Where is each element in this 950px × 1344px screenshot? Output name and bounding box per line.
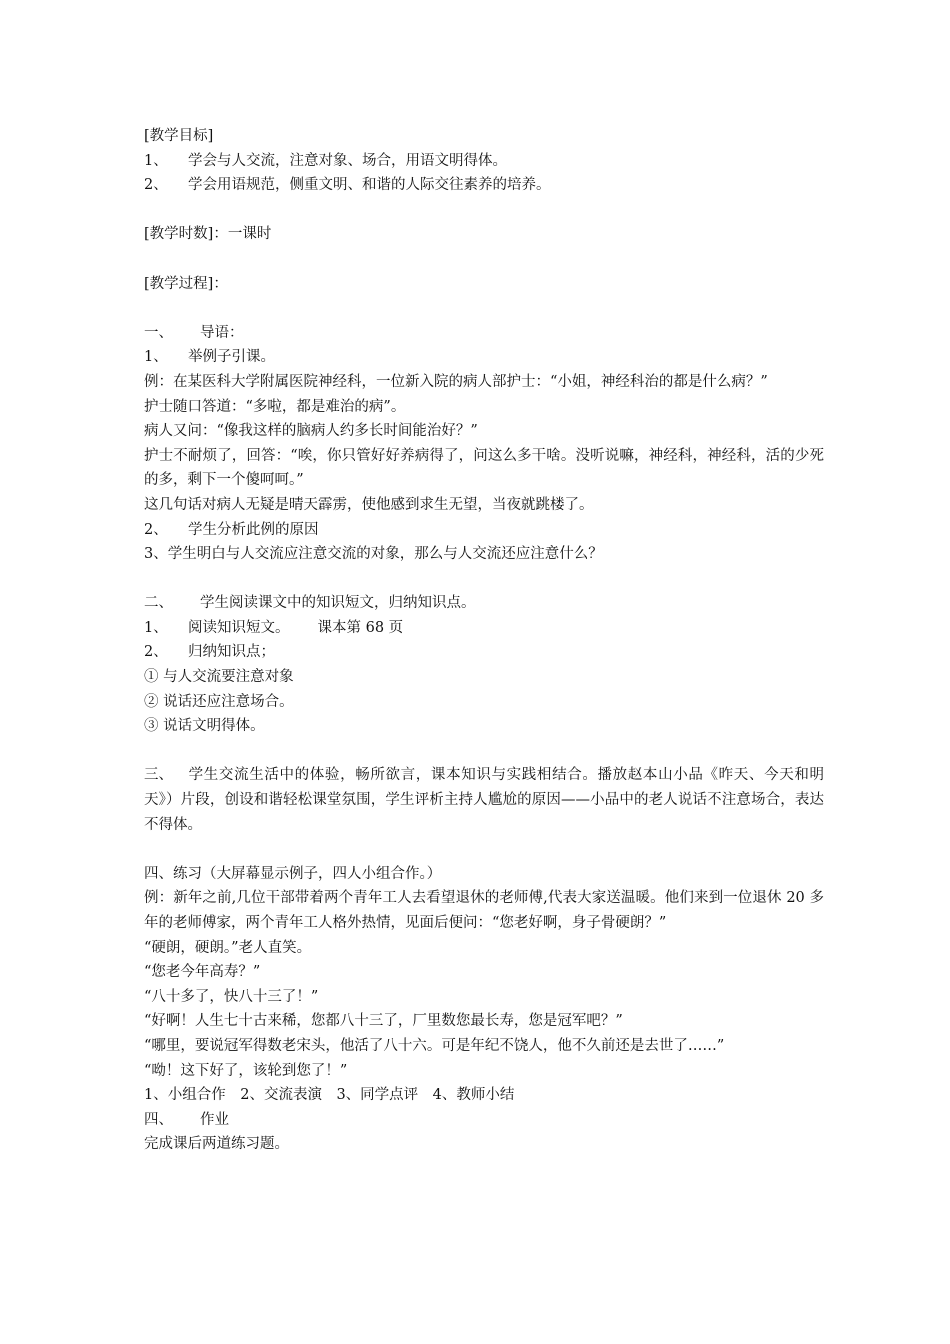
example-paragraph: 护士不耐烦了，回答：“唉，你只管好好养病得了，问这么多干啥。没听说嘛，神经科，神经科，活的少死的多，剩下一个傻呵呵。”: [144, 447, 824, 489]
spacer: [144, 739, 824, 764]
lesson-plan-document: [144, 124, 824, 1157]
step-text: 举例子引课。: [188, 349, 275, 366]
section-text: 学生交流生活中的体验，畅所欲言，课本知识与实践相结合。播放赵本山小品《昨天、今天和明天》）片段，创设和谐轻松课堂氛围，学生评析主持人尴尬的原因——小品中的老人说话不注意场合，表达不得体。: [144, 767, 824, 833]
section-2-heading: [144, 591, 824, 616]
homework-heading: [144, 1108, 824, 1133]
dialog-line: “哪里，要说冠军得数老宋头，他活了八十六。可是年纪不饶人，他不久前还是去世了……”: [144, 1037, 725, 1054]
step-text: 归纳知识点；: [188, 644, 275, 661]
step-number: 1、: [144, 349, 168, 366]
knowledge-point: ② 说话还应注意场合。: [144, 693, 294, 710]
step-number: 2、: [144, 644, 168, 661]
spacer: [144, 567, 824, 592]
section-2-step: [144, 640, 824, 665]
step-number: 2、: [144, 521, 168, 538]
spacer: [144, 247, 824, 272]
section-number: 一、: [144, 324, 173, 341]
example-paragraph: 病人又问：“像我这样的脑病人约多长时间能治好？”: [144, 423, 478, 440]
textbook-reference: 课本第 68 页: [317, 619, 404, 636]
section-number: 四、: [144, 1111, 173, 1128]
objective-number: 1、: [144, 152, 168, 169]
section-3-paragraph: [144, 763, 824, 837]
dialog-line: “呦！这下好了，该轮到您了！”: [144, 1062, 348, 1079]
spacer: [144, 296, 824, 321]
step-number: 1、: [144, 619, 168, 636]
section-1-step: 3、学生明白与人交流应注意交流的对象，那么与人交流还应注意什么？: [144, 546, 603, 563]
step-text: 学生分析此例的原因: [188, 521, 319, 538]
example-paragraph: 护士随口答道：“多啦，都是难治的病”。: [144, 398, 406, 415]
section-title: 导语：: [200, 324, 244, 341]
example-paragraph: 这几句话对病人无疑是晴天霹雳，使他感到求生无望，当夜就跳楼了。: [144, 496, 594, 513]
section-1-step: [144, 345, 824, 370]
homework-text: 完成课后两道练习题。: [144, 1136, 289, 1153]
section-2-step: [144, 616, 824, 641]
spacer: [144, 837, 824, 862]
section-number: 二、: [144, 595, 173, 612]
section-number: 三、: [144, 767, 173, 784]
example-paragraph: 例：在某医科大学附属医院神经科，一位新入院的病人部护士：“小姐，神经科治的都是什么病？”: [144, 373, 768, 390]
objective-item: [144, 173, 824, 198]
process-heading: [教学过程]：: [144, 275, 228, 292]
objective-number: 2、: [144, 177, 168, 194]
dialog-line: “好啊！人生七十古来稀，您都八十三了，厂里数您最长寿，您是冠军吧？”: [144, 1013, 623, 1030]
step-text: 阅读知识短文。: [188, 619, 290, 636]
spacer: [144, 198, 824, 223]
exercise-example: 例：新年之前,几位干部带着两个青年工人去看望退休的老师傅,代表大家送温暖。他们来到一位退休 20 多年的老师傅家，两个青年工人格外热情，见面后便问：“您老好啊，身子骨硬朗？”: [144, 890, 824, 931]
objective-text: 学会用语规范，侧重文明、和谐的人际交往素养的培养。: [188, 177, 551, 194]
objectives-heading: [教学目标]: [144, 128, 214, 144]
knowledge-point: ③ 说话文明得体。: [144, 718, 265, 735]
dialog-line: “八十多了，快八十三了！”: [144, 988, 319, 1005]
teaching-hours: [教学时数]：一课时: [144, 226, 272, 243]
section-1-step: [144, 518, 824, 543]
exercise-steps: 1、小组合作 2、交流表演 3、同学点评 4、教师小结: [144, 1087, 515, 1104]
section-1-heading: [144, 321, 824, 346]
section-title: 作业: [200, 1111, 229, 1128]
dialog-line: “硬朗，硬朗。”老人直笑。: [144, 939, 312, 956]
dialog-line: “您老今年高寿？”: [144, 964, 261, 981]
objective-item: [144, 149, 824, 174]
knowledge-point: ① 与人交流要注意对象: [144, 669, 294, 686]
objective-text: 学会与人交流，注意对象、场合，用语文明得体。: [188, 152, 507, 169]
section-title: 学生阅读课文中的知识短文，归纳知识点。: [200, 595, 476, 612]
section-4-heading: 四、练习（大屏幕显示例子，四人小组合作。）: [144, 865, 442, 882]
